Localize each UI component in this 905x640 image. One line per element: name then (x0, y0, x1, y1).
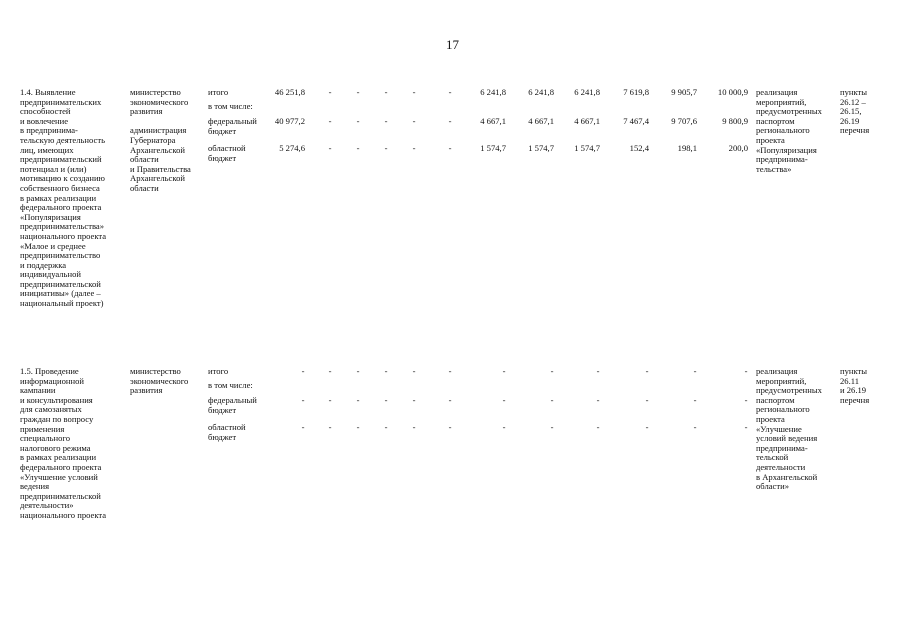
row-1-4-value-1-6: 4 667,1 (480, 116, 506, 126)
row-1-4-value-1-9: 7 467,4 (623, 116, 649, 126)
row-1-5-value-1-0: - (301, 395, 305, 405)
row-1-4-value-0-0: 46 251,8 (274, 87, 305, 97)
row-1-4-name: 1.4. Выявление предпринимательских способностей и вовлечение в предпринима- тельскую деятельность лиц, имеющих предпринимательский потенциал и (или) мотивацию к созданию собственного бизнеса в рамках реализации федерального проекта «Популяризация предпринимательства» национального проекта «Малое и среднее предпринимательство и поддержка индивидуальной предпринимательской инициативы» (далее – национальный проект) (20, 87, 107, 309)
row-1-5-value-1-10: - (693, 395, 697, 405)
row-1-5-value-2-1: - (328, 422, 332, 432)
row-1-5-value-1-3: - (384, 395, 388, 405)
row-1-5-source-1: в том числе: (208, 380, 253, 390)
row-1-5-value-0-7: - (550, 366, 554, 376)
row-1-5-value-2-7: - (550, 422, 554, 432)
row-1-4-value-2-5: - (448, 143, 452, 153)
row-1-4-value-1-3: - (384, 116, 388, 126)
row-1-5-value-0-4: - (412, 366, 416, 376)
row-1-5-source-3: областной бюджет (208, 422, 246, 442)
row-1-4-value-0-1: - (328, 87, 332, 97)
row-1-4-value-2-7: 1 574,7 (528, 143, 554, 153)
row-1-4-value-1-8: 4 667,1 (574, 116, 600, 126)
row-1-4-value-0-5: - (448, 87, 452, 97)
row-1-4-source-1: в том числе: (208, 101, 253, 111)
row-1-4-result: реализация мероприятий, предусмотренных паспортом регионального проекта «Популяризация предпринима- тельства» (756, 87, 822, 174)
row-1-5-value-0-6: - (502, 366, 506, 376)
row-1-5-value-0-9: - (645, 366, 649, 376)
row-1-4-value-2-10: 198,1 (677, 143, 697, 153)
row-1-4-value-0-8: 6 241,8 (574, 87, 600, 97)
row-1-4-value-1-1: - (328, 116, 332, 126)
row-1-5-value-0-1: - (328, 366, 332, 376)
row-1-5-value-0-2: - (356, 366, 360, 376)
row-1-4-value-2-6: 1 574,7 (480, 143, 506, 153)
page-number: 17 (446, 37, 459, 52)
row-1-5-name: 1.5. Проведение информационной кампании и консультирования для самозанятых граждан по вопросу применения специального налогового режима в рамках реализации федерального проекта «Улучшение условий ведения предпринимательской деятельности» национального проекта (20, 366, 107, 520)
row-1-4-source-0: итого (208, 87, 229, 97)
row-1-5-value-0-8: - (596, 366, 600, 376)
row-1-4-points: пункты 26.12 – 26.15, 26.19 перечня (840, 87, 870, 136)
row-1-5-value-1-2: - (356, 395, 360, 405)
row-1-4-value-2-8: 1 574,7 (574, 143, 600, 153)
row-1-5-value-1-8: - (596, 395, 600, 405)
row-1-5-value-2-6: - (502, 422, 506, 432)
row-1-4-value-2-0: 5 274,6 (279, 143, 305, 153)
row-1-5-value-2-8: - (596, 422, 600, 432)
row-1-4-value-0-6: 6 241,8 (480, 87, 506, 97)
row-1-4-value-1-4: - (412, 116, 416, 126)
row-1-5-source-2: федеральный бюджет (208, 395, 257, 415)
row-1-5-value-2-5: - (448, 422, 452, 432)
row-1-4-value-2-3: - (384, 143, 388, 153)
row-1-4-value-1-5: - (448, 116, 452, 126)
row-1-5-value-0-10: - (693, 366, 697, 376)
row-1-5-source-0: итого (208, 366, 229, 376)
row-1-5-value-2-9: - (645, 422, 649, 432)
row-1-5-value-0-11: - (744, 366, 748, 376)
row-1-5-value-0-5: - (448, 366, 452, 376)
row-1-4-value-2-4: - (412, 143, 416, 153)
row-1-5-value-2-10: - (693, 422, 697, 432)
row-1-4-executor: министерство экономического развития администрация Губернатора Архангельской области и Правительства Архангельской области (130, 87, 191, 193)
row-1-4-value-2-11: 200,0 (728, 143, 748, 153)
row-1-4-value-1-2: - (356, 116, 360, 126)
row-1-4-value-0-4: - (412, 87, 416, 97)
row-1-4-source-2: федеральный бюджет (208, 116, 257, 136)
row-1-4-value-0-7: 6 241,8 (528, 87, 554, 97)
row-1-5-value-1-7: - (550, 395, 554, 405)
row-1-4-value-2-2: - (356, 143, 360, 153)
row-1-5-value-1-6: - (502, 395, 506, 405)
row-1-5-value-1-9: - (645, 395, 649, 405)
row-1-5-points: пункты 26.11 и 26.19 перечня (840, 366, 870, 405)
row-1-4-value-2-1: - (328, 143, 332, 153)
row-1-5-result: реализация мероприятий, предусмотренных паспортом регионального проекта «Улучшение условий ведения предпринима- тельской деятельности в Архангельской области» (756, 366, 822, 492)
row-1-4-value-0-2: - (356, 87, 360, 97)
row-1-5-value-1-11: - (744, 395, 748, 405)
row-1-4-value-0-10: 9 905,7 (671, 87, 697, 97)
row-1-5-executor: министерство экономического развития (130, 366, 189, 396)
row-1-5-value-1-5: - (448, 395, 452, 405)
row-1-4-value-1-0: 40 977,2 (274, 116, 305, 126)
row-1-5-value-1-4: - (412, 395, 416, 405)
row-1-5-value-2-2: - (356, 422, 360, 432)
row-1-4-value-1-11: 9 800,9 (722, 116, 748, 126)
row-1-5-value-2-0: - (301, 422, 305, 432)
row-1-4-value-0-11: 10 000,9 (717, 87, 748, 97)
row-1-4-value-0-3: - (384, 87, 388, 97)
row-1-4-value-2-9: 152,4 (629, 143, 649, 153)
row-1-5-value-1-1: - (328, 395, 332, 405)
row-1-4-value-1-10: 9 707,6 (671, 116, 697, 126)
row-1-5-value-0-3: - (384, 366, 388, 376)
row-1-5-value-2-3: - (384, 422, 388, 432)
row-1-4-source-3: областной бюджет (208, 143, 246, 163)
row-1-5-value-2-4: - (412, 422, 416, 432)
row-1-4-value-1-7: 4 667,1 (528, 116, 554, 126)
row-1-5-value-2-11: - (744, 422, 748, 432)
row-1-4-value-0-9: 7 619,8 (623, 87, 649, 97)
row-1-5-value-0-0: - (301, 366, 305, 376)
